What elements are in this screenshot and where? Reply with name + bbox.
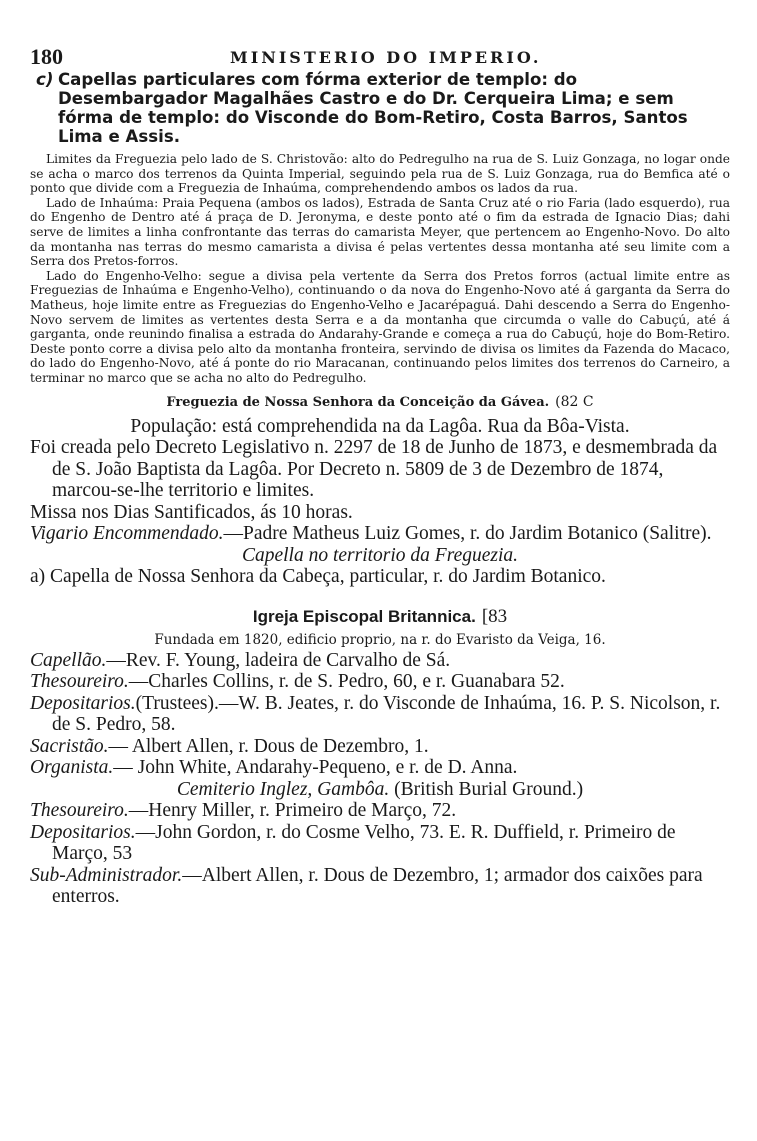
gavea-vicar [30, 523, 730, 545]
running-title: MINISTERIO DO IMPERIO. [230, 48, 542, 67]
limits-paragraph: Limites da Freguezia pelo lado de S. Christovão: alto do Pedregulho na rua de S. Luiz Gonzaga, no logar onde se acha o marco dos terrenos da Quinta Imperial, seguindo pela rua de S. Luiz Gonzaga, rua do Bemfica até o ponto que divide com a Freguezia de Inhaúma, comprehendendo ambos os lados da rua. [30, 152, 730, 196]
gavea-heading [30, 394, 730, 410]
vicar-text: —Padre Matheus Luiz Gomes, r. do Jardim Botanico (Salitre). [223, 523, 712, 544]
limits-paragraph: Lado do Engenho-Velho: segue a divisa pela vertente da Serra dos Pretos forros (actual limite entre as Freguezias de Inhaúma e Engenho-Velho), continuando o da nova do Engenho-Novo até á garganta da Serra do Matheus, hoje limite entre as Freguezias do Engenho-Velho e Jacarépaguá. Dahi descendo a Serra do Engenho-Novo servem de limites as vertentes desta Serra e a da montanha que circumda o valle do Cabuçú, até á garganta, onde reunindo finalisa a estrada do Andarahy-Grande e começa a rua do Cabuçú, hoje do Bom-Retiro. Deste ponto corre a divisa pelo alto da montanha fronteira, servindo de divisa os limites da Fazenda do Macaco, do lado do Engenho-Novo, até á ponte do rio Maracanan, continuando pelos limites dos terrenos do Carneiro, a terminar no marco que se acha no alto do Pedregulho. [30, 268, 730, 385]
entry-text: —Charles Collins, r. de S. Pedro, 60, e r. Guanabara 52. [128, 671, 565, 692]
entry-role: Depositarios. [30, 692, 136, 714]
igreja-entry [30, 671, 730, 693]
entry-role: Sub-Administrador. [30, 864, 183, 886]
entry-role: Thesoureiro. [30, 671, 129, 692]
gavea-mass: Missa nos Dias Santificados, ás 10 horas. [30, 501, 353, 523]
entry-text: —Henry Miller, r. Primeiro de Março, 72. [128, 800, 457, 821]
section-c [36, 70, 730, 146]
capella-heading: Capella no territorio da Freguezia. [241, 544, 519, 566]
entry-role: Organista. [30, 757, 114, 778]
entry-text: —John Gordon, r. do Cosme Velho, 73. E. R. Duffield, r. Primeiro de Março, 53 [52, 821, 676, 864]
cemiterio-title: Cemiterio Inglez, Gambôa. [176, 778, 390, 800]
cemiterio-heading [30, 779, 730, 801]
igreja-title: Igreja Episcopal Britannica. [252, 606, 476, 626]
vicar-role: Vigario Encommendado. [30, 523, 224, 544]
capella-text: Capella de Nossa Senhora da Cabeça, particular, r. do Jardim Botanico. [50, 566, 606, 587]
cemiterio-entry [30, 800, 730, 822]
igreja-entry [30, 736, 730, 758]
capella-entry [30, 566, 730, 588]
gavea-block [30, 416, 730, 588]
igreja-entry [30, 650, 730, 672]
limits-block [30, 152, 730, 386]
entry-text: —Rev. F. Young, ladeira de Carvalho de Sá. [106, 649, 451, 671]
igreja-entries [30, 650, 730, 908]
igreja-founded: Fundada em 1820, edificio proprio, na r. do Evaristo da Veiga, 16. [154, 631, 606, 648]
entry-text: —Albert Allen, r. Dous de Dezembro, 1; armador dos caixões para enterros. [52, 864, 703, 907]
cemiterio-subtitle: (British Burial Ground.) [394, 778, 584, 800]
gavea-population: População: está comprehendida na da Lagôa. Rua da Bôa-Vista. [130, 415, 630, 437]
section-c-label: c) [36, 70, 54, 89]
igreja-heading [30, 606, 730, 628]
entry-text: — Albert Allen, r. Dous de Dezembro, 1. [108, 735, 429, 757]
entry-role: Depositarios. [30, 821, 136, 843]
entry-text: — John White, Andarahy-Pequeno, e r. de D. Anna. [113, 757, 518, 778]
gavea-creation: Foi creada pelo Decreto Legislativo n. 2297 de 18 de Junho de 1873, e desmembrada da de S. João Baptista da Lagôa. Por Decreto n. 5809 de 3 de Dezembro de 1874, marcou-se-lhe territorio e limites. [30, 437, 718, 501]
igreja-entry [30, 693, 730, 736]
entry-text: (Trustees).—W. B. Jeates, r. do Visconde de Inhaúma, 16. P. S. Nicolson, r. de S. Pedro, 58. [52, 692, 721, 735]
entry-role: Sacristão. [30, 735, 109, 757]
entry-role: Thesoureiro. [30, 800, 129, 821]
page-number: 180 [30, 44, 63, 69]
gavea-title: Freguezia de Nossa Senhora da Conceição da Gávea. [166, 394, 550, 410]
page-header [30, 44, 730, 70]
entry-role: Capellão. [30, 649, 107, 671]
igreja-entry [30, 757, 730, 779]
section-c-text: Capellas particulares com fórma exterior de templo: do Desembargador Magalhães Castro e do Dr. Cerqueira Lima; e sem fórma de templo: do Visconde do Bom-Retiro, Costa Barros, Santos Lima e Assis. [58, 70, 688, 146]
gavea-ref: (82 C [555, 393, 594, 410]
page-content [30, 70, 730, 908]
igreja-ref: [83 [481, 605, 508, 627]
cemiterio-entry [30, 822, 730, 865]
limits-paragraph: Lado de Inhaúma: Praia Pequena (ambos os lados), Estrada de Santa Cruz até o rio Faria (lado esquerdo), rua do Engenho de Dentro até á praça de D. Jeronyma, e deste ponto até o fim da estrada de Ignacio Dias; dahi serve de limites a linha confrontante das terras do camarista Meyer, que pertencem ao Engenho-Novo. Do alto da montanha nas terras do mesmo camarista a divisa é pelas vertentes dessa montanha até seu limite com a Serra dos Pretos-forros. [30, 195, 730, 269]
cemiterio-entry [30, 865, 730, 908]
capella-label: a) [30, 566, 46, 587]
